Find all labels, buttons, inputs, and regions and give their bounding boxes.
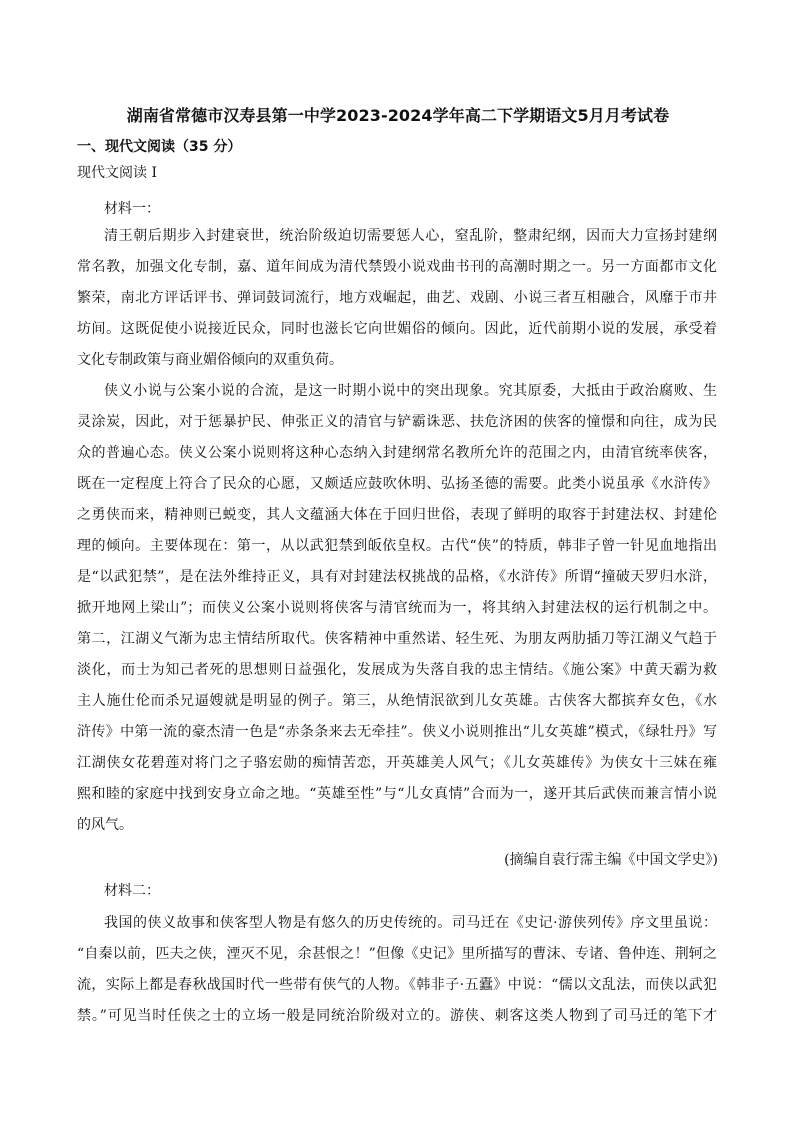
- paragraph-line: 理的倾向。主要体现在：第一，从以武犯禁到皈依皇权。古代“侠”的特质，韩非子曾一针见血地指出: [77, 538, 717, 554]
- paragraph-line: 常名教，加强文化专制，嘉、道年间成为清代禁毁小说戏曲书刊的高潮时期之一。另一方面都市文化: [77, 259, 717, 275]
- paragraph-line: 主人施仕伦而杀兄逼嫂就是明显的例子。第三，从绝情泯欲到儿女英雄。古侠客大都摈弃女色，《水: [77, 693, 717, 709]
- source-citation: (摘编自袁行霈主编《中国文学史》): [504, 852, 718, 868]
- paragraph-line: 侠义小说与公案小说的合流，是这一时期小说中的突出现象。究其原委，大抵由于政治腐败、生: [104, 383, 717, 399]
- subsection-heading: 现代文阅读 I: [77, 165, 157, 181]
- paragraph-line: 淡化，而士为知己者死的思想则日益强化，发展成为失落自我的忠主情结。《施公案》中黄天霸为救: [77, 662, 717, 678]
- paragraph-line: 之勇侠而来，精神则已蜕变，其人文蕴涵大体在于回归世俗，表现了鲜明的取容于封建法权、封建伦: [77, 507, 717, 523]
- paragraph-line: 江湖侠女花碧莲对将门之子骆宏勋的痴情苦恋，开英雄美人风气；《儿女英雄传》为侠女十三妹在雍: [77, 755, 717, 771]
- paragraph-line: 我国的侠义故事和侠客型人物是有悠久的历史传统的。司马迁在《史记·游侠列传》序文里虽说：: [104, 915, 717, 931]
- paragraph-line: 的风气。: [77, 817, 133, 833]
- paragraph-line: 坊间。这既促使小说接近民众，同时也滋长它向世媚俗的倾向。因此，近代前期小说的发展，承受着: [77, 321, 717, 337]
- section-heading: 一、现代文阅读（35 分）: [77, 139, 242, 155]
- paragraph-line: 繁荣，南北方评话评书、弹词鼓词流行，地方戏崛起，曲艺、戏剧、小说三者互相融合，风靡于市井: [77, 290, 717, 306]
- paragraph-line: 禁。”可见当时任侠之士的立场一般是同统治阶级对立的。游侠、刺客这类人物到了司马迁的笔下才: [77, 1008, 717, 1024]
- paragraph-line: “自秦以前，匹夫之侠，湮灭不见，余甚恨之！”但像《史记》里所描写的曹沫、专诸、鲁仲连、荆轲之: [77, 946, 717, 962]
- paragraph-line: 文化专制政策与商业媚俗倾向的双重负荷。: [77, 352, 343, 368]
- paragraph-line: 清王朝后期步入封建衰世，统治阶级迫切需要惩人心，窒乱阶，整肃纪纲，因而大力宣扬封建纲: [104, 228, 717, 244]
- paragraph-line: 熙和睦的家庭中找到安身立命之地。“英雄至性”与“儿女真情”合而为一，遂开其后武侠而兼言情小说: [77, 786, 717, 802]
- paragraph-line: 浒传》中第一流的豪杰清一色是“赤条条来去无牵挂”。侠义小说则推出“儿女英雄”模式，《绿牡丹》写: [77, 724, 717, 740]
- material-one-label: 材料一：: [104, 201, 160, 217]
- paragraph-line: 是“以武犯禁”，是在法外维持正义，具有对封建法权挑战的品格，《水浒传》所谓“撞破天罗归水浒，: [77, 569, 717, 585]
- paragraph-line: 既在一定程度上符合了民众的心愿，又颇适应鼓吹休明、弘扬圣德的需要。此类小说虽承《水浒传》: [77, 476, 717, 492]
- material-two-label: 材料二：: [104, 883, 160, 899]
- paragraph-line: 掀开地网上梁山”；而侠义公案小说则将侠客与清官统而为一，将其纳入封建法权的运行机制之中。: [77, 600, 717, 616]
- paragraph-line: 流，实际上都是春秋战国时代一些带有侠气的人物。《韩非子·五蠹》中说：“儒以文乱法，而侠以武犯: [77, 977, 717, 993]
- exam-title: 湖南省常德市汉寿县第一中学2023-2024学年高二下学期语文5月月考试卷: [126, 106, 670, 125]
- paragraph-line: 第二，江湖义气渐为忠主情结所取代。侠客精神中重然诺、轻生死、为朋友两肋插刀等江湖义气趋于: [77, 631, 717, 647]
- paragraph-line: 众的普遍心态。侠义公案小说则将这种心态纳入封建纲常名教所允许的范围之内，由清官统率侠客，: [77, 445, 717, 461]
- paragraph-line: 灵涂炭，因此，对于惩暴护民、伸张正义的清官与铲霸诛恶、扶危济困的侠客的憧憬和向往，成为民: [77, 414, 717, 430]
